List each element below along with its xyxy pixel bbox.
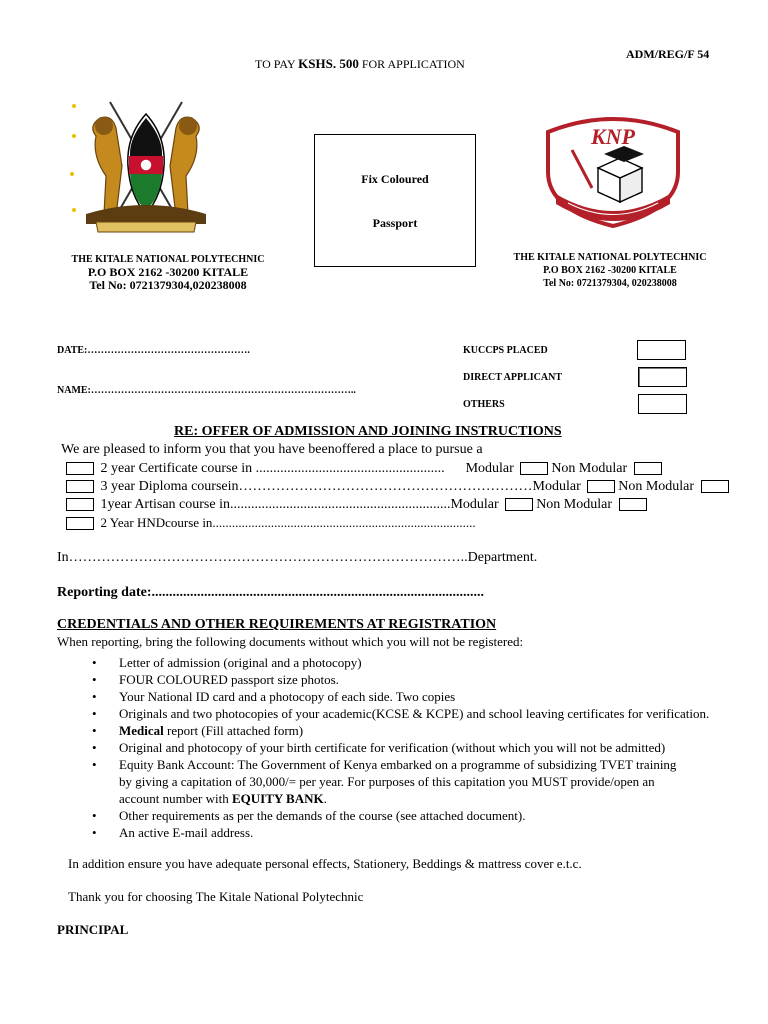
course-row (66, 479, 732, 495)
principal-signature-label: PRINCIPAL (57, 922, 129, 937)
form-code: ADM/REG/F 54 (626, 47, 710, 61)
list-item: • Other requirements as per the demands of the course (see attached document). (92, 807, 718, 824)
course-row (66, 515, 476, 532)
photo-instruction-line2: Passport (372, 216, 418, 230)
modular-label: Modular (532, 479, 581, 494)
list-item: • Your National ID card and a photocopy of each side. Two copies (92, 688, 718, 705)
addition-note: In addition ensure you have adequate personal effects, Stationery, Beddings & mattress cover e.t.c. (68, 856, 582, 871)
non-modular-checkbox[interactable] (701, 480, 729, 493)
course-checkbox[interactable] (66, 462, 94, 475)
left-address-block: THE KITALE NATIONAL POLYTECHNIC P.O BOX 2162 -30200 KITALE Tel No: 0721379304,020238008 (71, 254, 265, 292)
others-checkbox[interactable] (638, 394, 687, 414)
knp-logo (538, 110, 688, 232)
modular-checkbox[interactable] (587, 480, 615, 493)
kuccps-checkbox[interactable] (637, 340, 686, 360)
course-checkbox[interactable] (66, 498, 94, 511)
passport-photo-box (314, 134, 476, 267)
coat-of-arms-emblem (66, 96, 226, 236)
photo-instruction-line1: Fix Coloured (361, 172, 429, 186)
course-text: 2 Year HNDcourse in................................................................................. (100, 515, 476, 530)
course-row (66, 461, 665, 477)
non-modular-checkbox[interactable] (619, 498, 647, 511)
date-field[interactable]: DATE:…………………………………………. (57, 345, 250, 356)
course-text: 1year Artisan course in............................................................... (100, 497, 451, 512)
list-item: • An active E-mail address. (92, 824, 718, 841)
right-address-block: THE KITALE NATIONAL POLYTECHNIC P.O BOX 2162 -30200 KITALE Tel No: 0721379304, 020238008 (513, 252, 707, 289)
modular-checkbox[interactable] (505, 498, 533, 511)
non-modular-label: Non Modular (618, 479, 695, 494)
course-row (66, 497, 650, 513)
modular-label: Modular (465, 461, 514, 476)
others-label: OTHERS (463, 399, 505, 410)
direct-applicant-checkbox[interactable] (638, 367, 687, 387)
list-item: • Originals and two photocopies of your academic(KCSE & KCPE) and school leaving certificates for verification. (92, 705, 718, 722)
offer-intro: We are pleased to inform you that you have beenoffered a place to pursue a (61, 442, 483, 457)
non-modular-label: Non Modular (536, 497, 613, 512)
list-item: • FOUR COLOURED passport size photos. (92, 671, 718, 688)
course-text: 3 year Diploma coursein……………………………………………………… (100, 479, 533, 494)
modular-label: Modular (450, 497, 499, 512)
list-item: • Original and photocopy of your birth certificate for verification (without which you will not be admitted) (92, 739, 718, 756)
direct-applicant-label: DIRECT APPLICANT (463, 372, 562, 383)
department-field[interactable]: In…………………………………………………………………………..Department. (57, 550, 538, 565)
svg-text:KNP: KNP (591, 124, 635, 149)
course-checkbox[interactable] (66, 517, 94, 530)
credentials-title: CREDENTIALS AND OTHER REQUIREMENTS AT REGISTRATION (57, 617, 497, 632)
kuccps-label: KUCCPS PLACED (463, 345, 548, 356)
reporting-date-field[interactable]: Reporting date:............................................................................................... (57, 585, 484, 600)
list-item: • Medical report (Fill attached form) (92, 722, 718, 739)
list-item: • Equity Bank Account: The Government of Kenya embarked on a programme of subsidizing TVET training by giving a capitation of 30,000/= per year. For purposes of this capitation you MUST provide/open an account number with EQUITY BANK. (92, 756, 679, 807)
application-fee-note: TO PAY KSHS. 500 FOR APPLICATION (255, 56, 465, 71)
non-modular-label: Non Modular (551, 461, 628, 476)
modular-checkbox[interactable] (520, 462, 548, 475)
credentials-intro: When reporting, bring the following documents without which you will not be registered: (57, 634, 524, 649)
course-text: 2 year Certificate course in ...................................................... (100, 461, 445, 476)
non-modular-checkbox[interactable] (634, 462, 662, 475)
offer-title: RE: OFFER OF ADMISSION AND JOINING INSTRUCTIONS (174, 424, 562, 439)
thank-you-note: Thank you for choosing The Kitale National Polytechnic (68, 889, 364, 904)
name-field[interactable]: NAME:…………………………………………………………………….. (57, 385, 356, 396)
list-item: • Letter of admission (original and a photocopy) (92, 654, 718, 671)
requirements-list (92, 654, 718, 841)
course-checkbox[interactable] (66, 480, 94, 493)
